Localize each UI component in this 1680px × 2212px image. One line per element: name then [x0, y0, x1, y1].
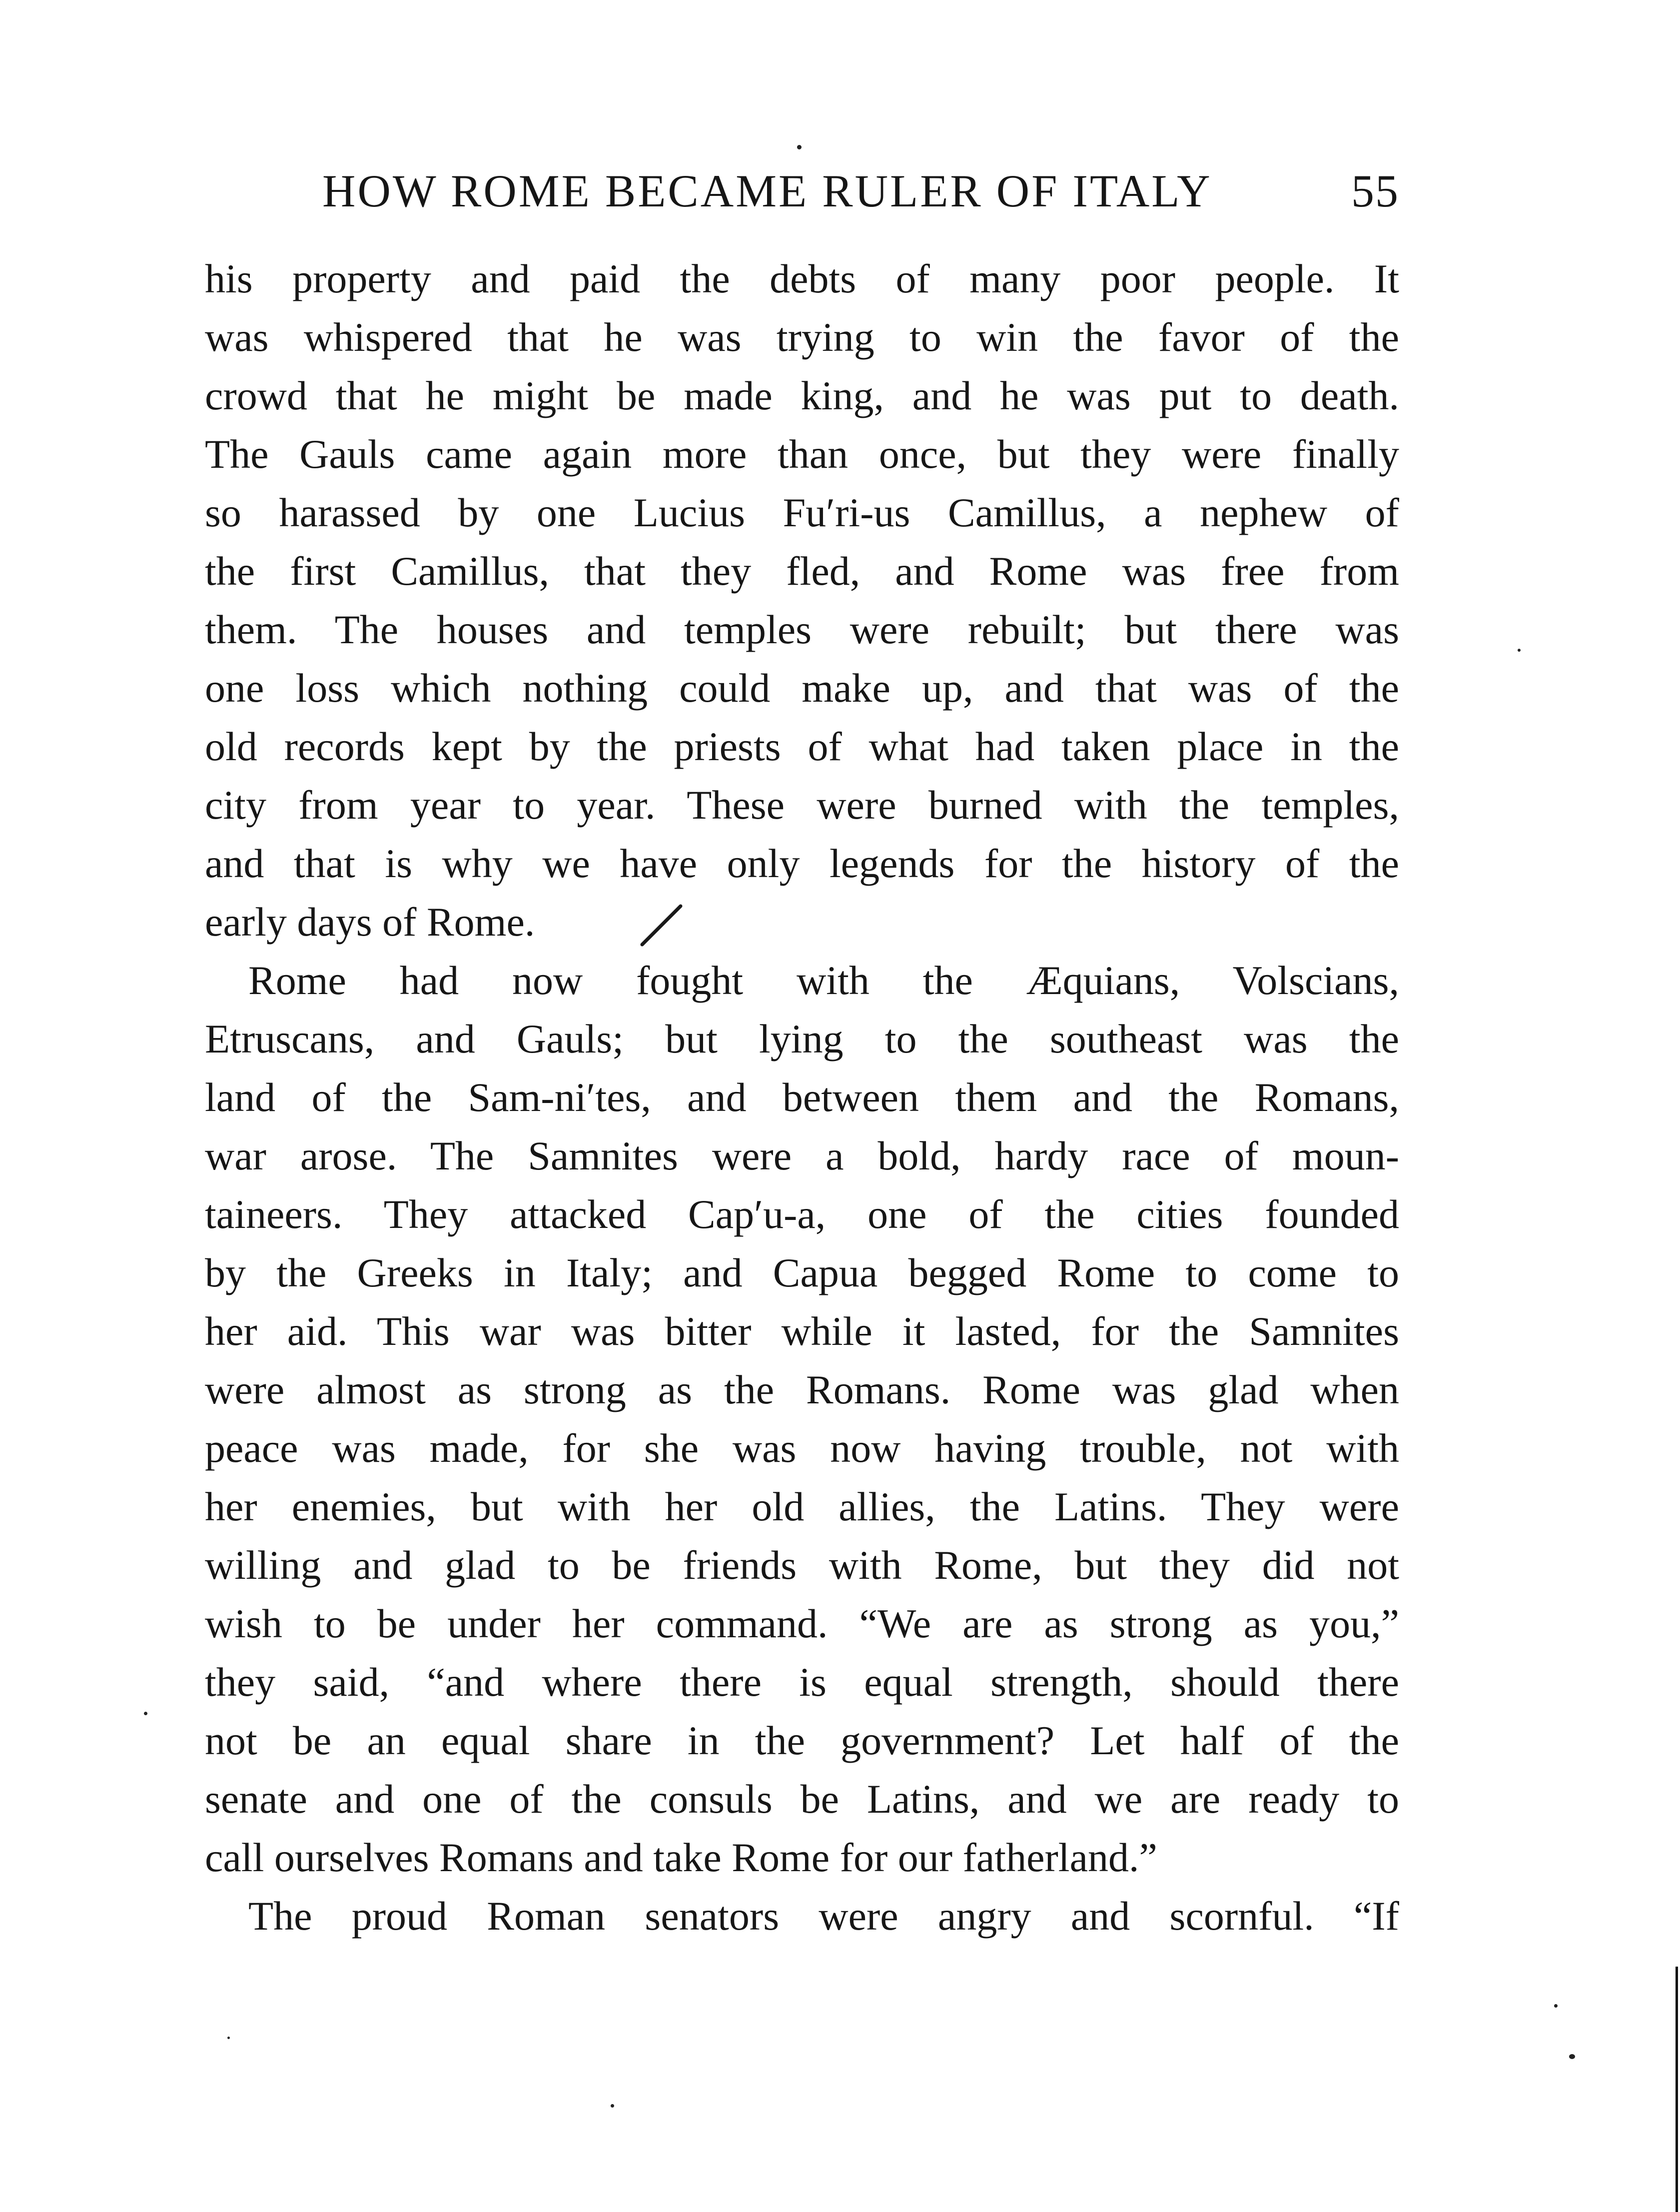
running-head — [205, 161, 1399, 221]
text-line: they said, “and where there is equal strength, should there — [205, 1659, 1399, 1705]
text-line: Etruscans, and Gauls; but lying to the southeast was the — [205, 1016, 1399, 1062]
scan-speck — [1554, 2004, 1558, 2008]
text-line: her aid. This war was bitter while it lasted, for the Samnites — [205, 1308, 1399, 1354]
scan-speck — [611, 2104, 614, 2108]
text-line: war arose. The Samnites were a bold, hardy race of moun- — [205, 1133, 1399, 1178]
text-line: his property and paid the debts of many poor people. It — [205, 256, 1399, 301]
text-line: her enemies, but with her old allies, the Latins. They were — [205, 1484, 1399, 1529]
text-line: old records kept by the priests of what had taken place in the — [205, 724, 1399, 769]
text-line: crowd that he might be made king, and he was put to death. — [205, 373, 1399, 418]
page-number: 55 — [1351, 165, 1399, 216]
scan-speck — [1569, 2054, 1575, 2059]
text-line: The proud Roman senators were angry and scornful. “If — [248, 1893, 1399, 1939]
text-line: wish to be under her command. “We are as strong as you,” — [205, 1601, 1399, 1646]
pencil-stroke-mark — [635, 897, 690, 952]
scan-speck — [227, 2037, 230, 2039]
text-line: land of the Sam-ni′tes, and between them and the Romans, — [205, 1075, 1399, 1120]
running-head-title: HOW ROME BECAME RULER OF ITALY — [322, 165, 1212, 216]
text-line: one loss which nothing could make up, and that was of the — [205, 665, 1399, 711]
text-line: senate and one of the consuls be Latins, and we are ready to — [205, 1776, 1399, 1822]
text-line: were almost as strong as the Romans. Rome was glad when — [205, 1367, 1399, 1412]
text-line: by the Greeks in Italy; and Capua begged Rome to come to — [205, 1250, 1399, 1295]
text-line: peace was made, for she was now having trouble, not with — [205, 1425, 1399, 1471]
text-line: call ourselves Romans and take Rome for our fatherland.” — [205, 1835, 1157, 1880]
page-edge-shadow — [1676, 1967, 1678, 2212]
text-line: city from year to year. These were burned with the temples, — [205, 782, 1399, 828]
text-line: was whispered that he was trying to win the favor of the — [205, 314, 1399, 360]
text-line: the first Camillus, that they fled, and Rome was free from — [205, 548, 1399, 594]
text-line: The Gauls came again more than once, but they were finally — [205, 431, 1399, 477]
text-line: willing and glad to be friends with Rome, but they did not — [205, 1542, 1399, 1588]
text-line: Rome had now fought with the Æquians, Volscians, — [248, 958, 1399, 1003]
text-line: so harassed by one Lucius Fu′ri-us Camillus, a nephew of — [205, 490, 1399, 535]
text-line: early days of Rome. — [205, 899, 535, 945]
text-line: them. The houses and temples were rebuilt; but there was — [205, 607, 1399, 652]
scan-speck — [797, 145, 802, 149]
text-line: taineers. They attacked Cap′u-a, one of the cities founded — [205, 1191, 1399, 1237]
text-line: and that is why we have only legends for the history of the — [205, 841, 1399, 886]
text-line: not be an equal share in the government? Let half of the — [205, 1718, 1399, 1763]
scan-speck — [144, 1712, 147, 1715]
scan-speck — [1518, 649, 1521, 652]
